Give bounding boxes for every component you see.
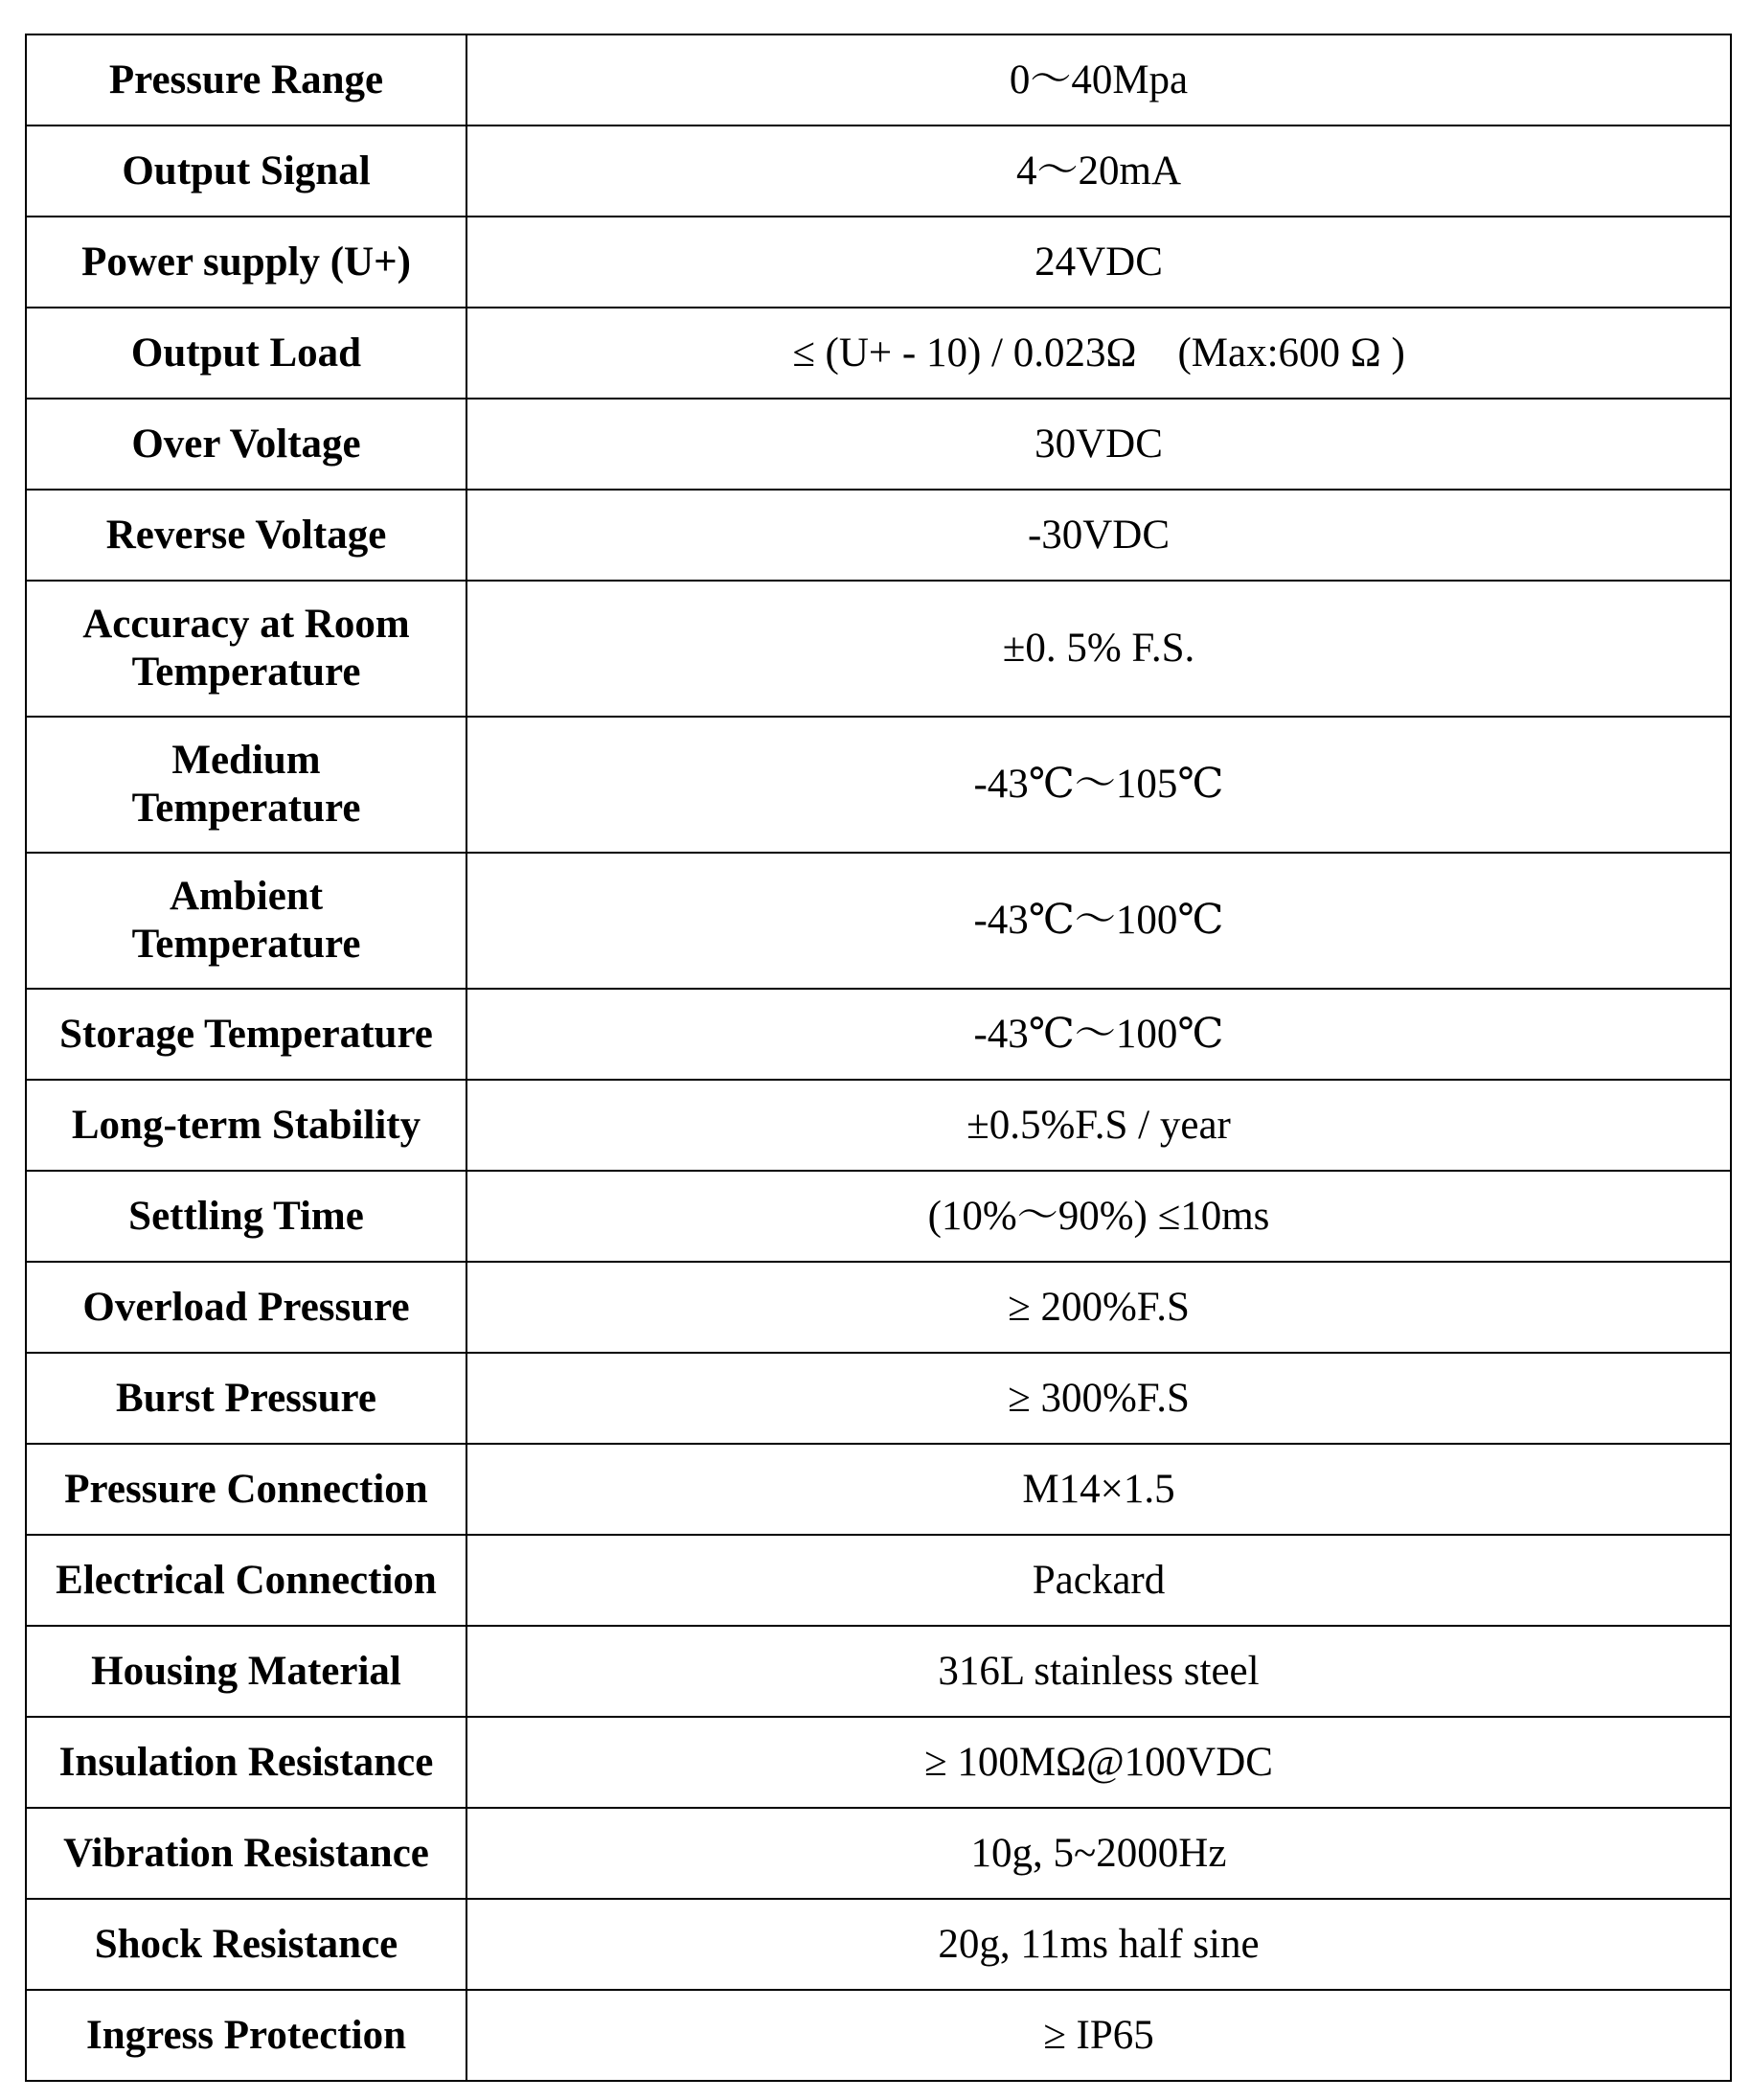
row-label: Overload Pressure [26,1262,466,1353]
table-row [26,1262,1731,1353]
row-value: -43℃～105℃ [466,717,1731,853]
row-label: Burst Pressure [26,1353,466,1444]
row-value: ≥ 300%F.S [466,1353,1731,1444]
row-value: 4～20mA [466,126,1731,217]
row-label: Ambient Temperature [26,853,466,989]
row-label: Accuracy at Room Temperature [26,581,466,717]
row-value: 0～40Mpa [466,34,1731,126]
row-label: Long-term Stability [26,1080,466,1171]
row-value: (10%～90%) ≤10ms [466,1171,1731,1262]
row-label: Storage Temperature [26,989,466,1080]
row-label: Reverse Voltage [26,490,466,581]
row-label: Output Signal [26,126,466,217]
table-row [26,1808,1731,1899]
table-row [26,217,1731,308]
row-label: Pressure Connection [26,1444,466,1535]
row-label: Housing Material [26,1626,466,1717]
row-label: Shock Resistance [26,1899,466,1990]
table-row [26,581,1731,717]
row-value: -43℃～100℃ [466,853,1731,989]
row-label: Power supply (U+) [26,217,466,308]
row-value: M14×1.5 [466,1444,1731,1535]
table-row [26,1535,1731,1626]
table-row [26,490,1731,581]
table-row [26,1626,1731,1717]
spec-table-body [26,34,1731,2081]
table-row [26,34,1731,126]
row-label: Ingress Protection [26,1990,466,2081]
row-label: Pressure Range [26,34,466,126]
row-value: ±0.5%F.S / year [466,1080,1731,1171]
row-value: -43℃～100℃ [466,989,1731,1080]
row-value: -30VDC [466,490,1731,581]
row-value: Packard [466,1535,1731,1626]
table-row [26,399,1731,490]
row-value: ≥ 100MΩ@100VDC [466,1717,1731,1808]
row-value: 20g, 11ms half sine [466,1899,1731,1990]
table-row [26,308,1731,399]
table-row [26,717,1731,853]
row-value: 24VDC [466,217,1731,308]
table-row [26,1171,1731,1262]
row-label: Electrical Connection [26,1535,466,1626]
row-label: Insulation Resistance [26,1717,466,1808]
table-row [26,1080,1731,1171]
row-label: Output Load [26,308,466,399]
row-value: ≥ IP65 [466,1990,1731,2081]
row-value: ±0. 5% F.S. [466,581,1731,717]
table-row [26,1717,1731,1808]
table-row [26,853,1731,989]
spec-table [25,34,1732,2082]
row-value: ≥ 200%F.S [466,1262,1731,1353]
row-label: Vibration Resistance [26,1808,466,1899]
table-row [26,1990,1731,2081]
row-value: 316L stainless steel [466,1626,1731,1717]
row-label: Settling Time [26,1171,466,1262]
row-value: 30VDC [466,399,1731,490]
table-row [26,1353,1731,1444]
row-label: Over Voltage [26,399,466,490]
table-row [26,989,1731,1080]
table-row [26,126,1731,217]
row-value: 10g, 5~2000Hz [466,1808,1731,1899]
table-row [26,1444,1731,1535]
row-label: Medium Temperature [26,717,466,853]
table-row [26,1899,1731,1990]
row-value: ≤ (U+ - 10) / 0.023Ω (Max:600 Ω ) [466,308,1731,399]
